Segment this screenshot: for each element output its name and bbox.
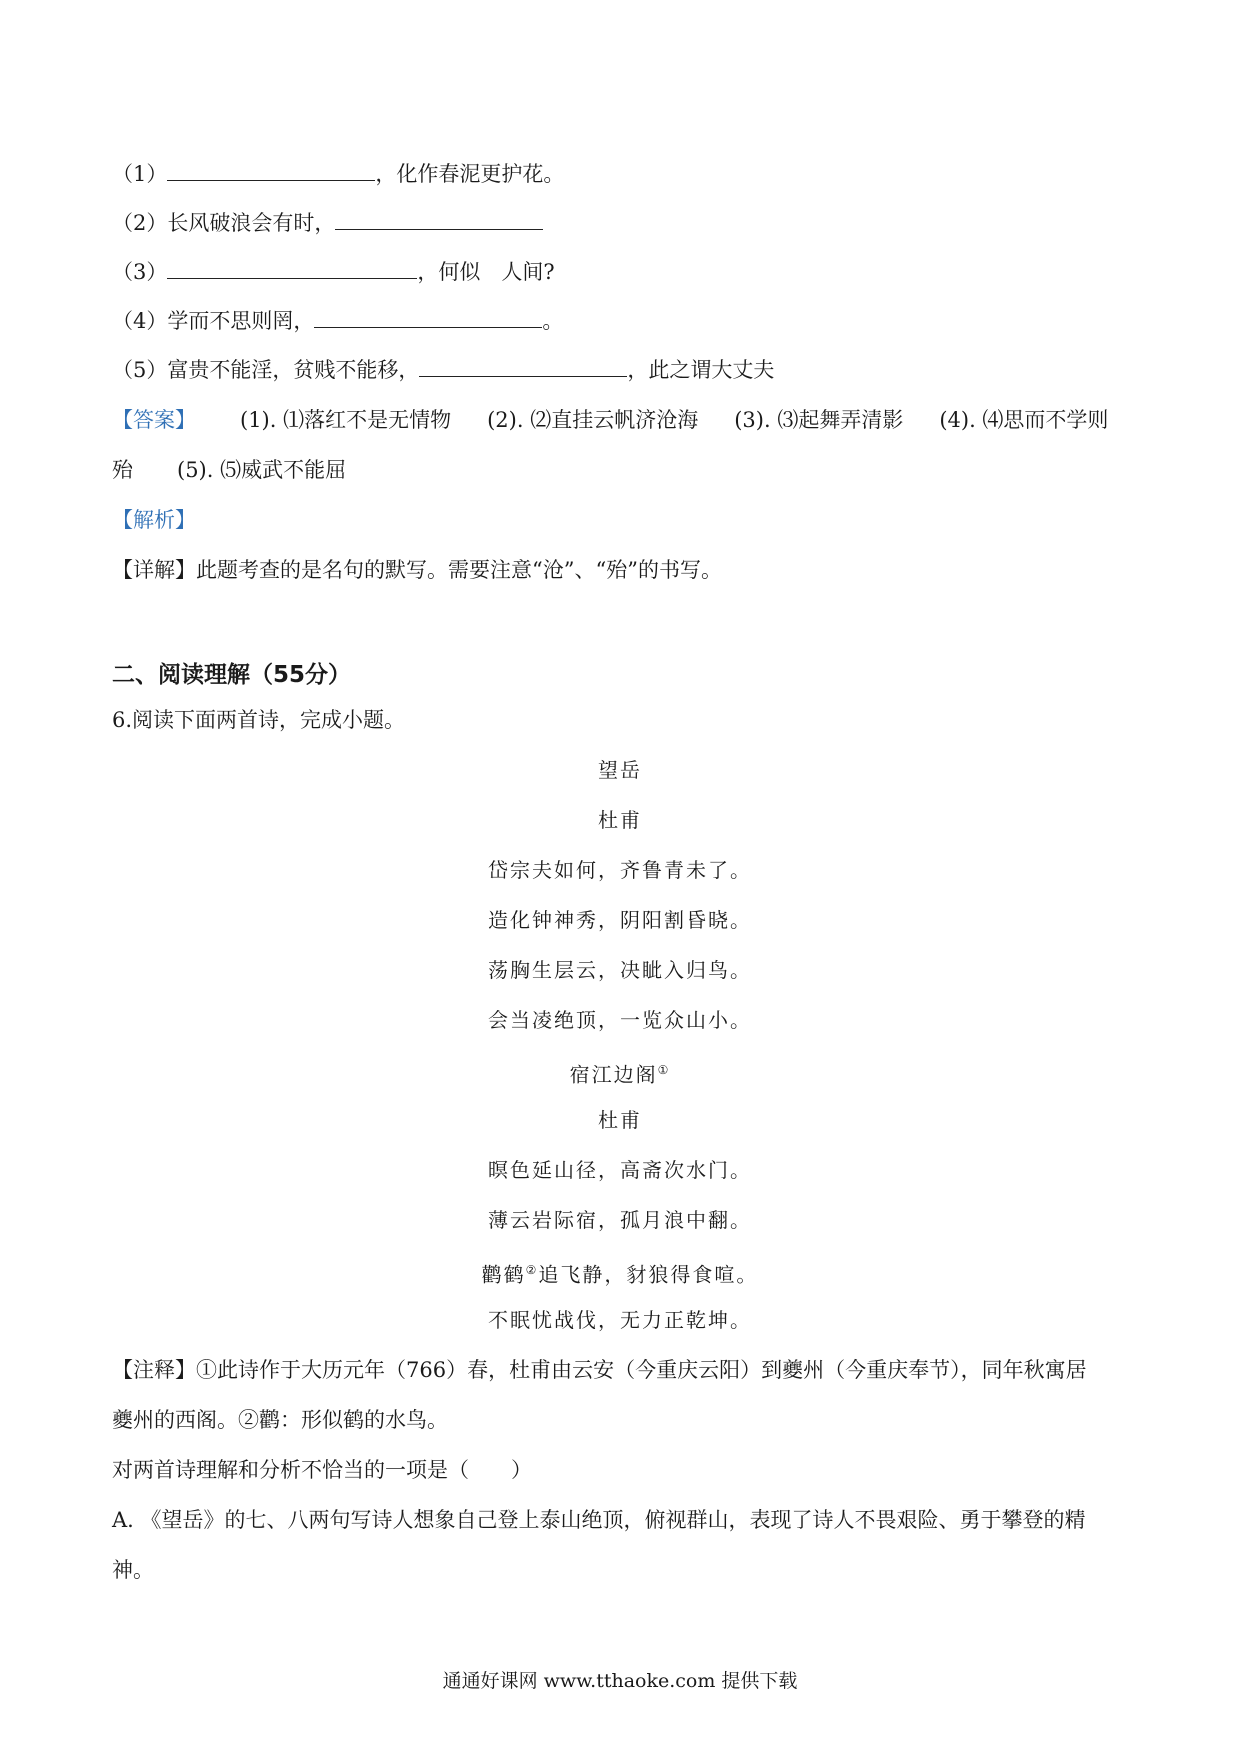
poem2-author: 杜甫	[598, 1108, 642, 1132]
mcq-option-a: A. 《望岳》的七、八两句写诗人想象自己登上泰山绝顶，俯视群山，表现了诗人不畏艰险、勇于攀登的精	[112, 1508, 1086, 1532]
answer-item-5: (5). ⑸威武不能屈	[177, 458, 347, 482]
poem2-line: 薄云岩际宿，孤月浪中翻。	[488, 1208, 752, 1232]
poem1-line: 会当凌绝顶，一览众山小。	[488, 1008, 752, 1032]
blank-line-4	[112, 307, 563, 335]
footnote-marker: ①	[657, 1063, 671, 1077]
poem2-line: 不眠忧战伐，无力正乾坤。	[488, 1308, 752, 1332]
poem1-line: 岱宗夫如何，齐鲁青未了。	[488, 858, 752, 882]
answer-item-3: (3). ⑶起舞弄清影	[734, 408, 904, 432]
blank-number: （5）	[112, 358, 168, 382]
blank-line-3	[112, 258, 555, 286]
mcq-stem: 对两首诗理解和分析不恰当的一项是（ ）	[112, 1458, 532, 1482]
footer-credit: 通通好课网 www.tthaoke.com 提供下载	[442, 1670, 798, 1692]
answer-item-1: (1). ⑴落红不是无情物	[240, 408, 452, 432]
answer-blank[interactable]	[167, 258, 417, 279]
answer-item-4: (4). ⑷思而不学则	[939, 408, 1109, 432]
blank-number: （1）	[112, 162, 168, 186]
blank-number: （3）	[112, 260, 168, 284]
poem1-line: 造化钟神秀，阴阳割昏晓。	[488, 908, 752, 932]
blank-text-after: ，化作春泥更护花。	[375, 162, 565, 186]
answer-blank[interactable]	[167, 160, 375, 181]
poem1-author: 杜甫	[598, 808, 642, 832]
blank-number: （2）	[112, 211, 168, 235]
poem2-line-3-start: 鹳鹤	[481, 1262, 526, 1287]
answer-label: 【答案】	[112, 408, 196, 432]
notes-line-1: 【注释】①此诗作于大历元年（766）春，杜甫由云安（今重庆云阳）到夔州（今重庆奉节），同年秋寓居	[112, 1358, 1087, 1382]
blank-text-before: 长风破浪会有时，	[167, 211, 336, 235]
analysis-label: 【解析】	[112, 508, 196, 532]
blank-text-before: 富贵不能淫，贫贱不能移，	[167, 358, 420, 382]
answer-line	[112, 406, 1108, 434]
notes-line-2: 夔州的西阁。②鹳：形似鹤的水鸟。	[112, 1408, 448, 1432]
poem2-line-3-end: 追飞静，豺狼得食喧。	[538, 1262, 759, 1287]
blank-text-after: 。	[542, 309, 564, 333]
answer-line-2	[112, 456, 346, 484]
footnote-marker: ②	[525, 1263, 539, 1277]
section-title: 二、阅读理解（55分）	[112, 662, 352, 688]
poem1-line: 荡胸生层云，决眦入归鸟。	[488, 958, 752, 982]
poem2-title-line	[0, 1056, 1240, 1089]
blank-number: （4）	[112, 309, 168, 333]
poem1-title: 望岳	[598, 758, 642, 782]
mcq-option-a-continued: 神。	[112, 1558, 154, 1582]
analysis-detail: 【详解】此题考查的是名句的默写。需要注意“沧”、“殆”的书写。	[112, 558, 722, 582]
answer-item-2: (2). ⑵直挂云帆济沧海	[487, 408, 699, 432]
blank-line-2	[112, 209, 543, 237]
blank-line-1	[112, 160, 564, 188]
answer-blank[interactable]	[419, 356, 627, 377]
poem2-line: 暝色延山径，高斋次水门。	[488, 1158, 752, 1182]
blank-text-after: ，此之谓大丈夫	[627, 358, 775, 382]
answer-continuation: 殆	[112, 458, 133, 482]
blank-text-after: ，何似 人间?	[417, 260, 555, 284]
blank-text-before: 学而不思则罔，	[167, 309, 315, 333]
blank-line-5	[112, 356, 774, 384]
question-prompt: 6.阅读下面两首诗，完成小题。	[112, 708, 406, 732]
answer-blank[interactable]	[314, 307, 542, 328]
poem2-title: 宿江边阁	[569, 1062, 658, 1087]
poem2-line-3	[0, 1256, 1240, 1289]
answer-blank[interactable]	[335, 209, 543, 230]
